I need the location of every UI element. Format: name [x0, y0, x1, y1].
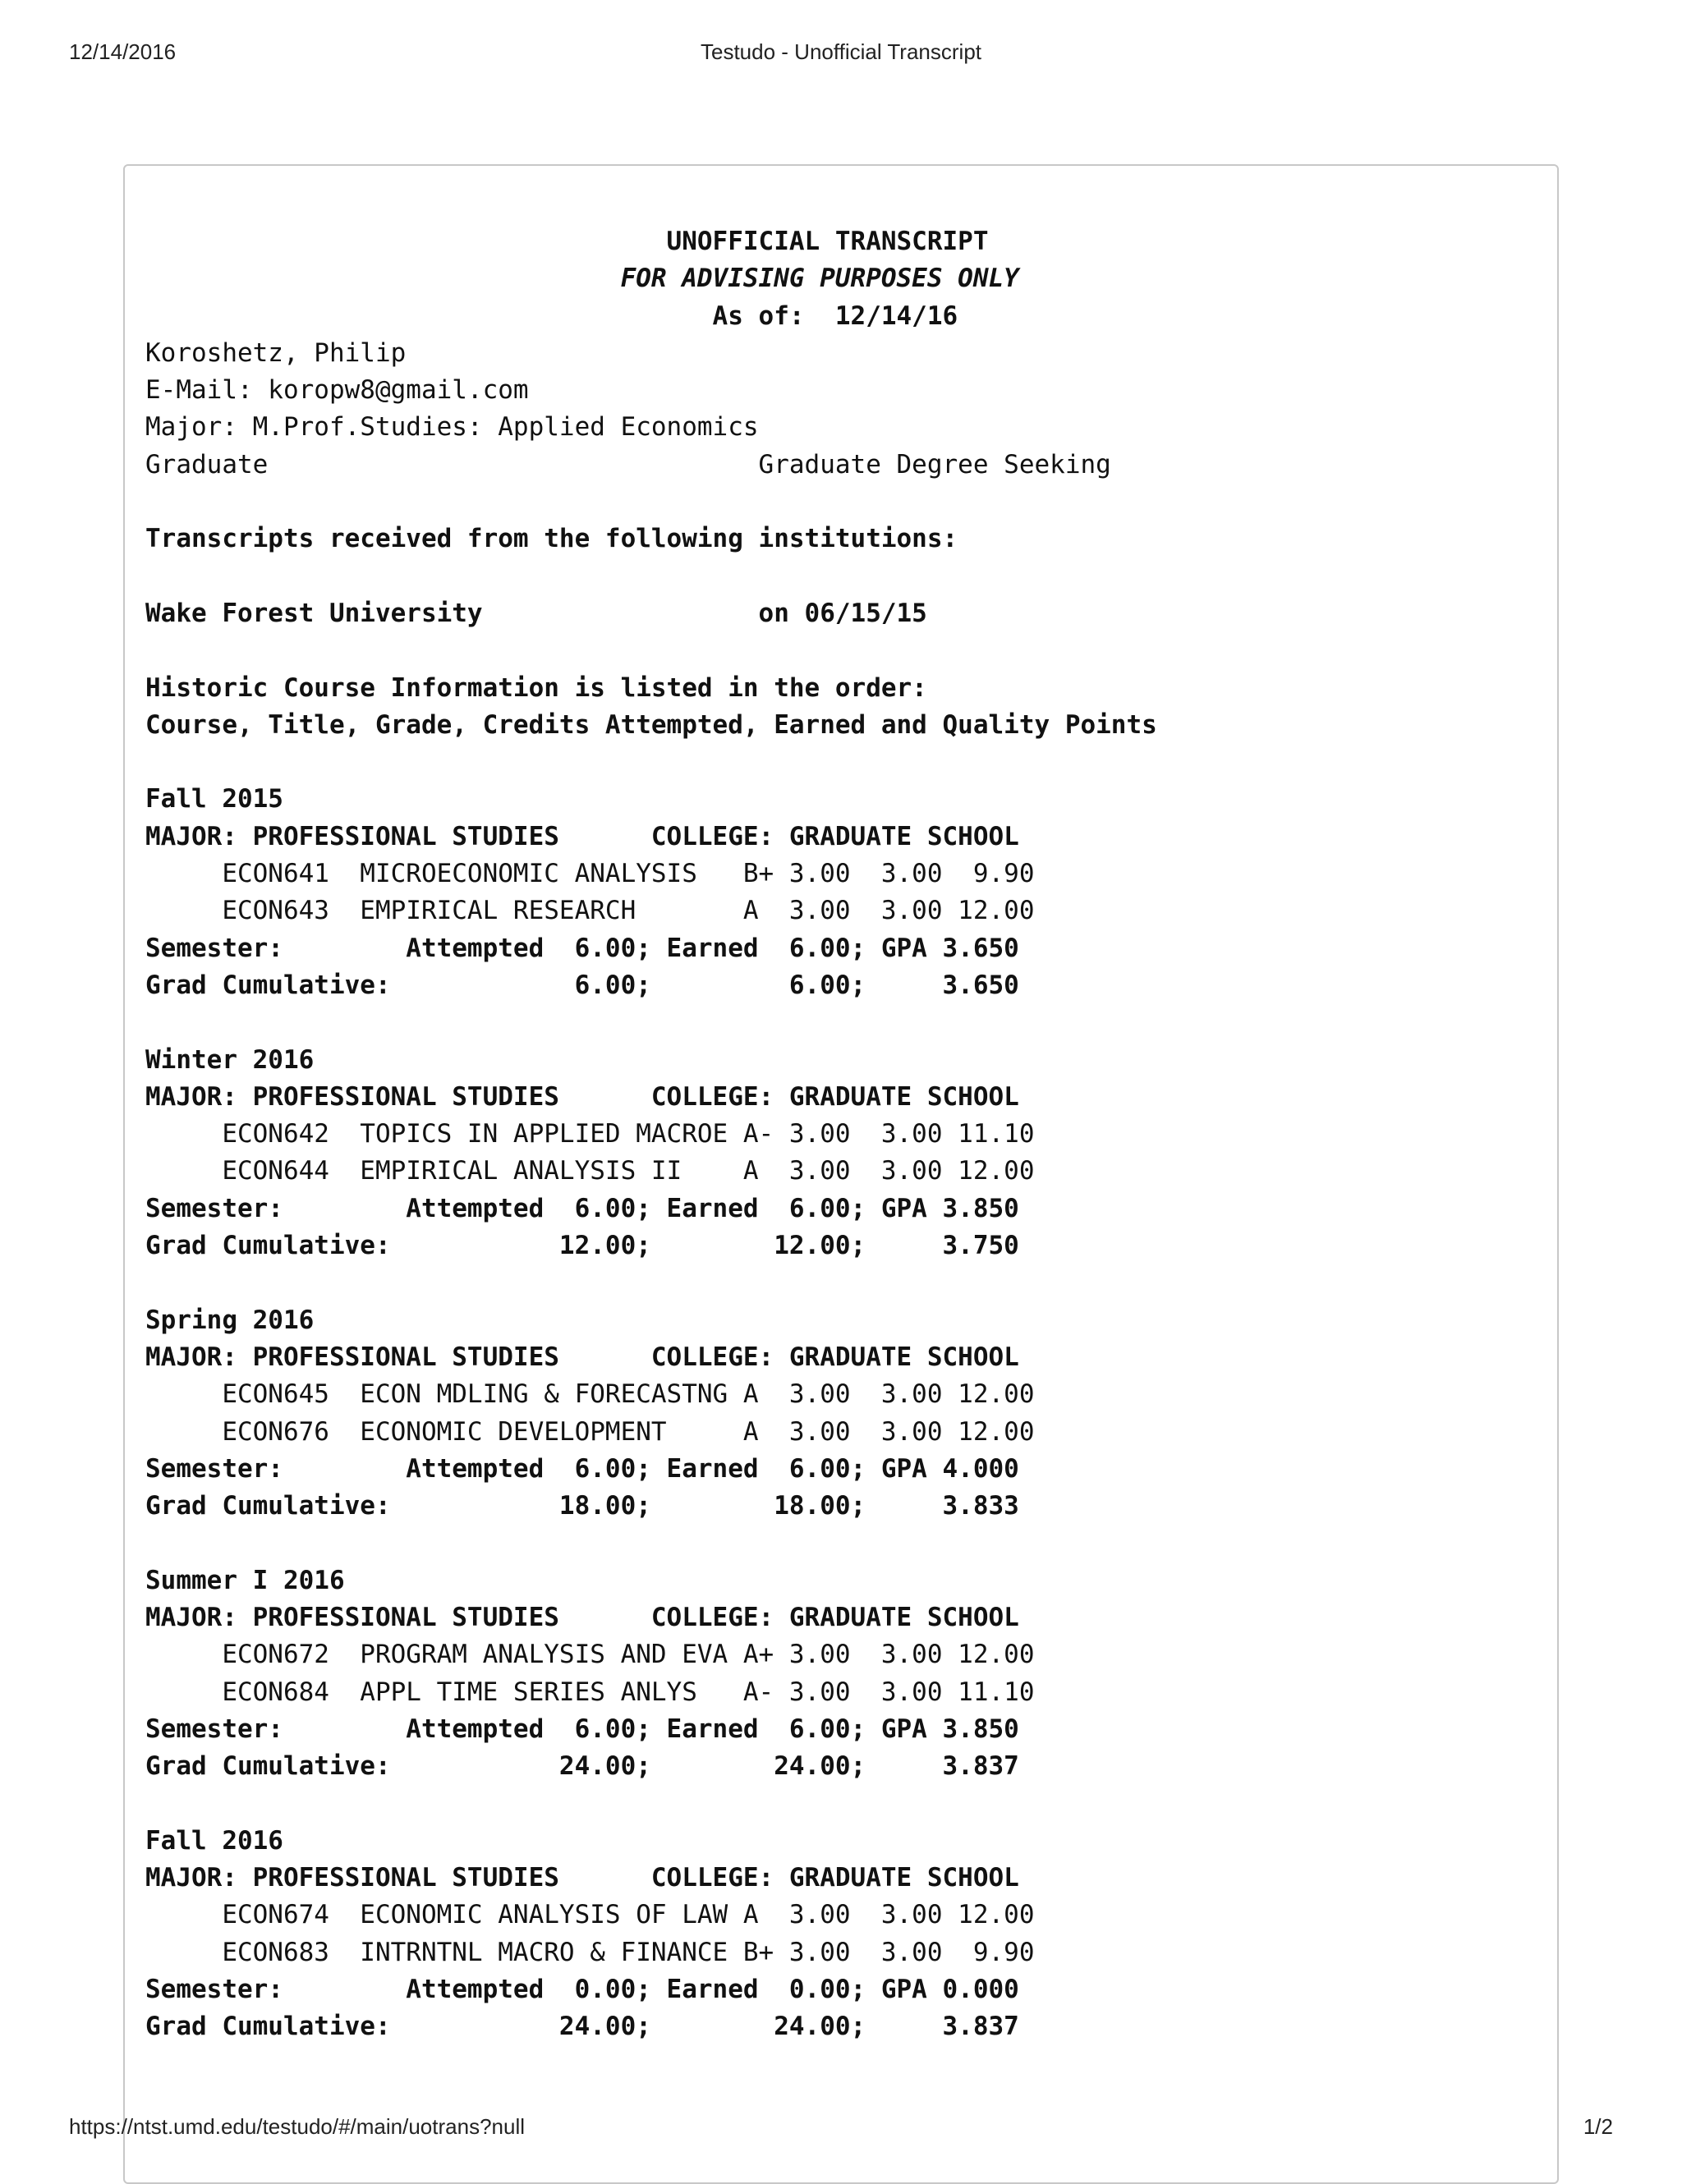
course-row: ECON684 APPL TIME SERIES ANLYS A- 3.00 3.00 11.10 — [145, 1677, 1035, 1707]
semester-summary: Semester: Attempted 6.00; Earned 6.00; GPA 3.650 — [145, 933, 1019, 963]
student-level: Graduate Graduate Degree Seeking — [145, 449, 1111, 479]
term-major-college: MAJOR: PROFESSIONAL STUDIES COLLEGE: GRADUATE SCHOOL — [145, 1342, 1019, 1372]
grad-cumulative: Grad Cumulative: 24.00; 24.00; 3.837 — [145, 1751, 1019, 1782]
blank-line — [145, 1004, 1157, 1041]
course-row: ECON645 ECON MDLING & FORECASTNG A 3.00 3.00 12.00 — [145, 1379, 1035, 1410]
blank-line — [145, 1525, 1157, 1562]
transcript-subtitle: FOR ADVISING PURPOSES ONLY — [145, 264, 1019, 294]
print-date: 12/14/2016 — [69, 39, 177, 64]
institution-row: Wake Forest University on 06/15/15 — [145, 598, 927, 628]
term-major-college: MAJOR: PROFESSIONAL STUDIES COLLEGE: GRADUATE SCHOOL — [145, 821, 1019, 851]
blank-line — [145, 558, 1157, 595]
blank-line — [145, 1264, 1157, 1301]
term-heading: Winter 2016 — [145, 1044, 315, 1075]
blank-line — [145, 484, 1157, 521]
course-row: ECON641 MICROECONOMIC ANALYSIS B+ 3.00 3.00 9.90 — [145, 859, 1035, 889]
student-name: Koroshetz, Philip — [145, 337, 407, 368]
term-major-college: MAJOR: PROFESSIONAL STUDIES COLLEGE: GRADUATE SCHOOL — [145, 1602, 1019, 1632]
course-row: ECON674 ECONOMIC ANALYSIS OF LAW A 3.00 3.00 12.00 — [145, 1900, 1035, 1930]
blank-line — [145, 744, 1157, 781]
student-major: Major: M.Prof.Studies: Applied Economics — [145, 412, 759, 443]
transcript-title: UNOFFICIAL TRANSCRIPT — [145, 227, 989, 256]
student-email: E-Mail: koropw8@gmail.com — [145, 375, 529, 406]
course-row: ECON644 EMPIRICAL ANALYSIS II A 3.00 3.00 12.00 — [145, 1156, 1035, 1186]
transcript-content — [145, 223, 1157, 2046]
print-title: Testudo - Unofficial Transcript — [701, 39, 981, 64]
term-heading: Summer I 2016 — [145, 1565, 345, 1595]
semester-summary: Semester: Attempted 0.00; Earned 0.00; GPA 0.000 — [145, 1974, 1019, 2004]
page-url: https://ntst.umd.edu/testudo/#/main/uotrans?null — [69, 2114, 526, 2139]
course-row: ECON672 PROGRAM ANALYSIS AND EVA A+ 3.00 3.00 12.00 — [145, 1640, 1035, 1670]
semester-summary: Semester: Attempted 6.00; Earned 6.00; GPA 4.000 — [145, 1453, 1019, 1484]
blank-line — [145, 1785, 1157, 1822]
term-major-college: MAJOR: PROFESSIONAL STUDIES COLLEGE: GRADUATE SCHOOL — [145, 1863, 1019, 1893]
institutions-heading: Transcripts received from the following institutions: — [145, 524, 958, 554]
course-row: ECON683 INTRNTNL MACRO & FINANCE B+ 3.00 3.00 9.90 — [145, 1937, 1035, 1967]
term-heading: Fall 2016 — [145, 1825, 283, 1856]
grad-cumulative: Grad Cumulative: 18.00; 18.00; 3.833 — [145, 1491, 1019, 1521]
course-row: ECON643 EMPIRICAL RESEARCH A 3.00 3.00 12.00 — [145, 896, 1035, 926]
grad-cumulative: Grad Cumulative: 12.00; 12.00; 3.750 — [145, 1231, 1019, 1261]
semester-summary: Semester: Attempted 6.00; Earned 6.00; GPA 3.850 — [145, 1714, 1019, 1744]
semester-summary: Semester: Attempted 6.00; Earned 6.00; GPA 3.850 — [145, 1193, 1019, 1223]
historic-info-columns: Course, Title, Grade, Credits Attempted, Earned and Quality Points — [145, 709, 1157, 740]
term-heading: Fall 2015 — [145, 784, 283, 814]
course-row: ECON642 TOPICS IN APPLIED MACROE A- 3.00 3.00 11.10 — [145, 1119, 1035, 1149]
page-number: 1/2 — [1583, 2114, 1613, 2139]
term-major-college: MAJOR: PROFESSIONAL STUDIES COLLEGE: GRADUATE SCHOOL — [145, 1081, 1019, 1112]
blank-line — [145, 632, 1157, 669]
grad-cumulative: Grad Cumulative: 24.00; 24.00; 3.837 — [145, 2012, 1019, 2042]
grad-cumulative: Grad Cumulative: 6.00; 6.00; 3.650 — [145, 970, 1019, 1000]
as-of-date: As of: 12/14/16 — [145, 301, 958, 331]
transcript-panel — [123, 164, 1559, 2184]
term-heading: Spring 2016 — [145, 1305, 315, 1335]
historic-info-heading: Historic Course Information is listed in the order: — [145, 672, 927, 703]
course-row: ECON676 ECONOMIC DEVELOPMENT A 3.00 3.00 12.00 — [145, 1416, 1035, 1447]
